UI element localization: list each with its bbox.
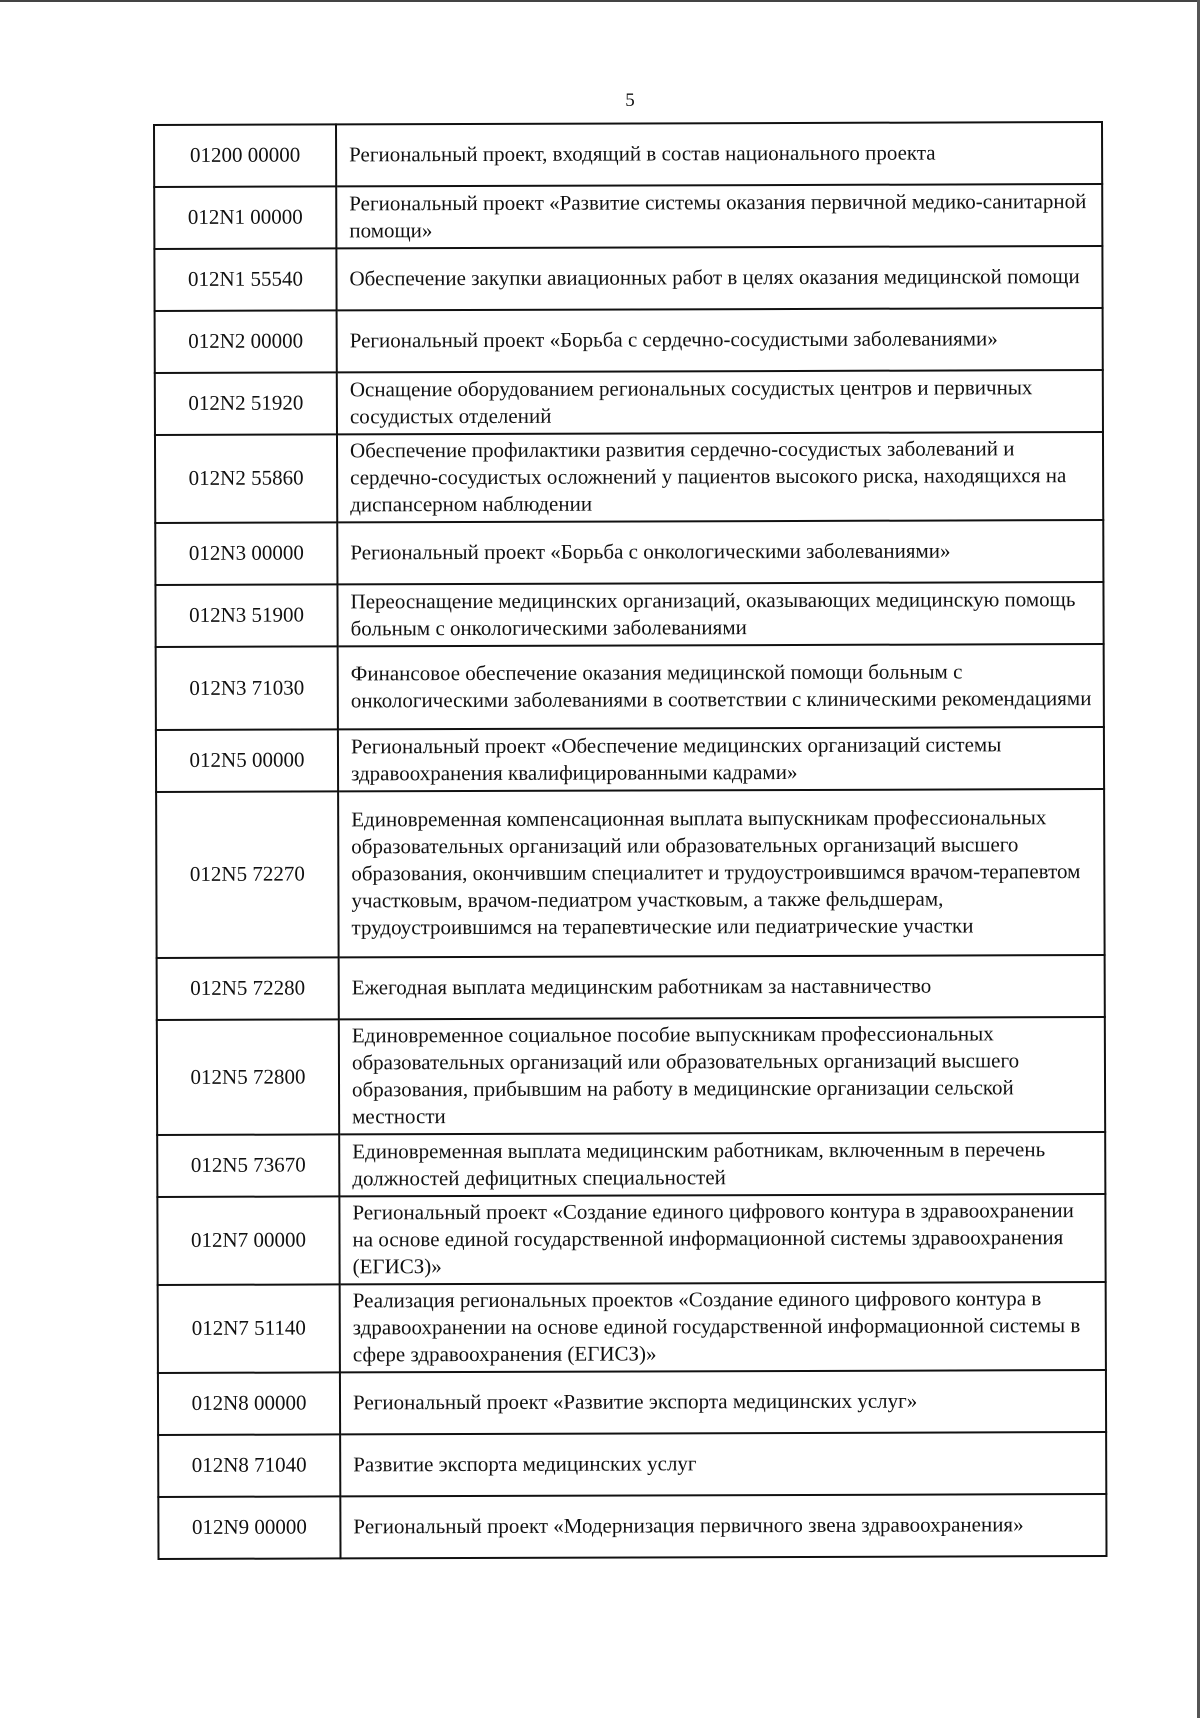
row-code: 012N3 71030 xyxy=(156,646,338,730)
row-description: Переоснащение медицинских организаций, оказывающих медицинскую помощь больным с онкологическими заболеваниями xyxy=(337,582,1103,646)
table-row xyxy=(155,370,1103,435)
row-description: Региональный проект «Развитие экспорта медицинских услуг» xyxy=(340,1370,1106,1434)
table-row xyxy=(156,727,1104,792)
table-row xyxy=(156,644,1104,730)
row-description: Единовременное социальное пособие выпускникам профессиональных образовательных организаций или образовательных организаций высшего образования, прибывшим на работу в медицинские организации сельской местности xyxy=(339,1017,1105,1134)
table-row xyxy=(154,122,1102,187)
table-row xyxy=(155,308,1103,373)
row-code: 012N3 51900 xyxy=(155,584,337,647)
row-description: Региональный проект «Борьба с онкологическими заболеваниями» xyxy=(337,520,1103,584)
code-table xyxy=(153,121,1108,1560)
table-row xyxy=(155,432,1103,523)
row-code: 01200 00000 xyxy=(154,124,336,187)
row-code: 012N1 00000 xyxy=(154,186,336,249)
table-row xyxy=(157,955,1105,1020)
row-code: 012N5 72270 xyxy=(156,791,339,958)
row-code: 012N2 00000 xyxy=(155,310,337,373)
row-description: Ежегодная выплата медицинским работникам за наставничество xyxy=(339,955,1105,1019)
row-description: Обеспечение профилактики развития сердечно-сосудистых заболеваний и сердечно-сосудистых осложнений у пациентов высокого риска, находящихся на диспансерном наблюдении xyxy=(337,432,1103,522)
row-code: 012N2 55860 xyxy=(155,434,337,523)
row-code: 012N5 72280 xyxy=(157,957,339,1020)
row-description: Региональный проект, входящий в состав национального проекта xyxy=(336,122,1102,186)
row-code: 012N9 00000 xyxy=(158,1496,340,1559)
table-row xyxy=(154,246,1102,311)
row-description: Единовременная компенсационная выплата выпускникам профессиональных образовательных организаций или образовательных организаций высшего образования, окончившим специалитет и трудоустроившимся врачом-терапевтом участковым, врачом-педиатром участковым, а также фельдшерам, трудоустроившимся на терапевтические или педиатрические участки xyxy=(338,789,1105,957)
row-description: Региональный проект «Борьба с сердечно-сосудистыми заболеваниями» xyxy=(337,308,1103,372)
row-description: Реализация региональных проектов «Создание единого цифрового контура в здравоохранении на основе единой государственной информационной системы в сфере здравоохранения (ЕГИСЗ)» xyxy=(340,1282,1106,1372)
code-table-body xyxy=(154,122,1107,1559)
row-description: Региональный проект «Развитие системы оказания первичной медико-санитарной помощи» xyxy=(336,184,1102,248)
row-code: 012N3 00000 xyxy=(155,522,337,585)
row-description: Обеспечение закупки авиационных работ в целях оказания медицинской помощи xyxy=(336,246,1102,310)
row-description: Региональный проект «Обеспечение медицинских организаций системы здравоохранения квалифицированными кадрами» xyxy=(338,727,1104,791)
row-description: Развитие экспорта медицинских услуг xyxy=(340,1432,1106,1496)
table-row xyxy=(157,1132,1105,1197)
row-code: 012N1 55540 xyxy=(154,248,336,311)
row-code: 012N7 00000 xyxy=(157,1196,339,1285)
table-row xyxy=(158,1432,1106,1497)
table-row xyxy=(155,520,1103,585)
row-code: 012N8 71040 xyxy=(158,1434,340,1497)
row-code: 012N8 00000 xyxy=(158,1372,340,1435)
row-description: Региональный проект «Модернизация первичного звена здравоохранения» xyxy=(340,1494,1106,1558)
row-description: Финансовое обеспечение оказания медицинской помощи больным с онкологическими заболеваниями в соответствии с клиническими рекомендациями xyxy=(338,644,1104,729)
table-row xyxy=(158,1282,1106,1373)
row-code: 012N7 51140 xyxy=(158,1284,340,1373)
scan-edge-top xyxy=(0,0,1200,2)
table-row xyxy=(158,1370,1106,1435)
table-row xyxy=(155,582,1103,647)
row-code: 012N2 51920 xyxy=(155,372,337,435)
table-row xyxy=(158,1494,1106,1559)
row-code: 012N5 00000 xyxy=(156,729,338,792)
table-row xyxy=(154,184,1102,249)
row-description: Единовременная выплата медицинским работникам, включенным в перечень должностей дефицитных специальностей xyxy=(339,1132,1105,1196)
table-row xyxy=(157,1194,1105,1285)
row-description: Оснащение оборудованием региональных сосудистых центров и первичных сосудистых отделений xyxy=(337,370,1103,434)
table-row xyxy=(157,1017,1105,1135)
table-row xyxy=(156,789,1105,958)
page-number: 5 xyxy=(625,90,635,111)
row-description: Региональный проект «Создание единого цифрового контура в здравоохранении на основе единой государственной информационной системы здравоохранения (ЕГИСЗ)» xyxy=(339,1194,1105,1284)
row-code: 012N5 73670 xyxy=(157,1134,339,1197)
row-code: 012N5 72800 xyxy=(157,1019,339,1135)
